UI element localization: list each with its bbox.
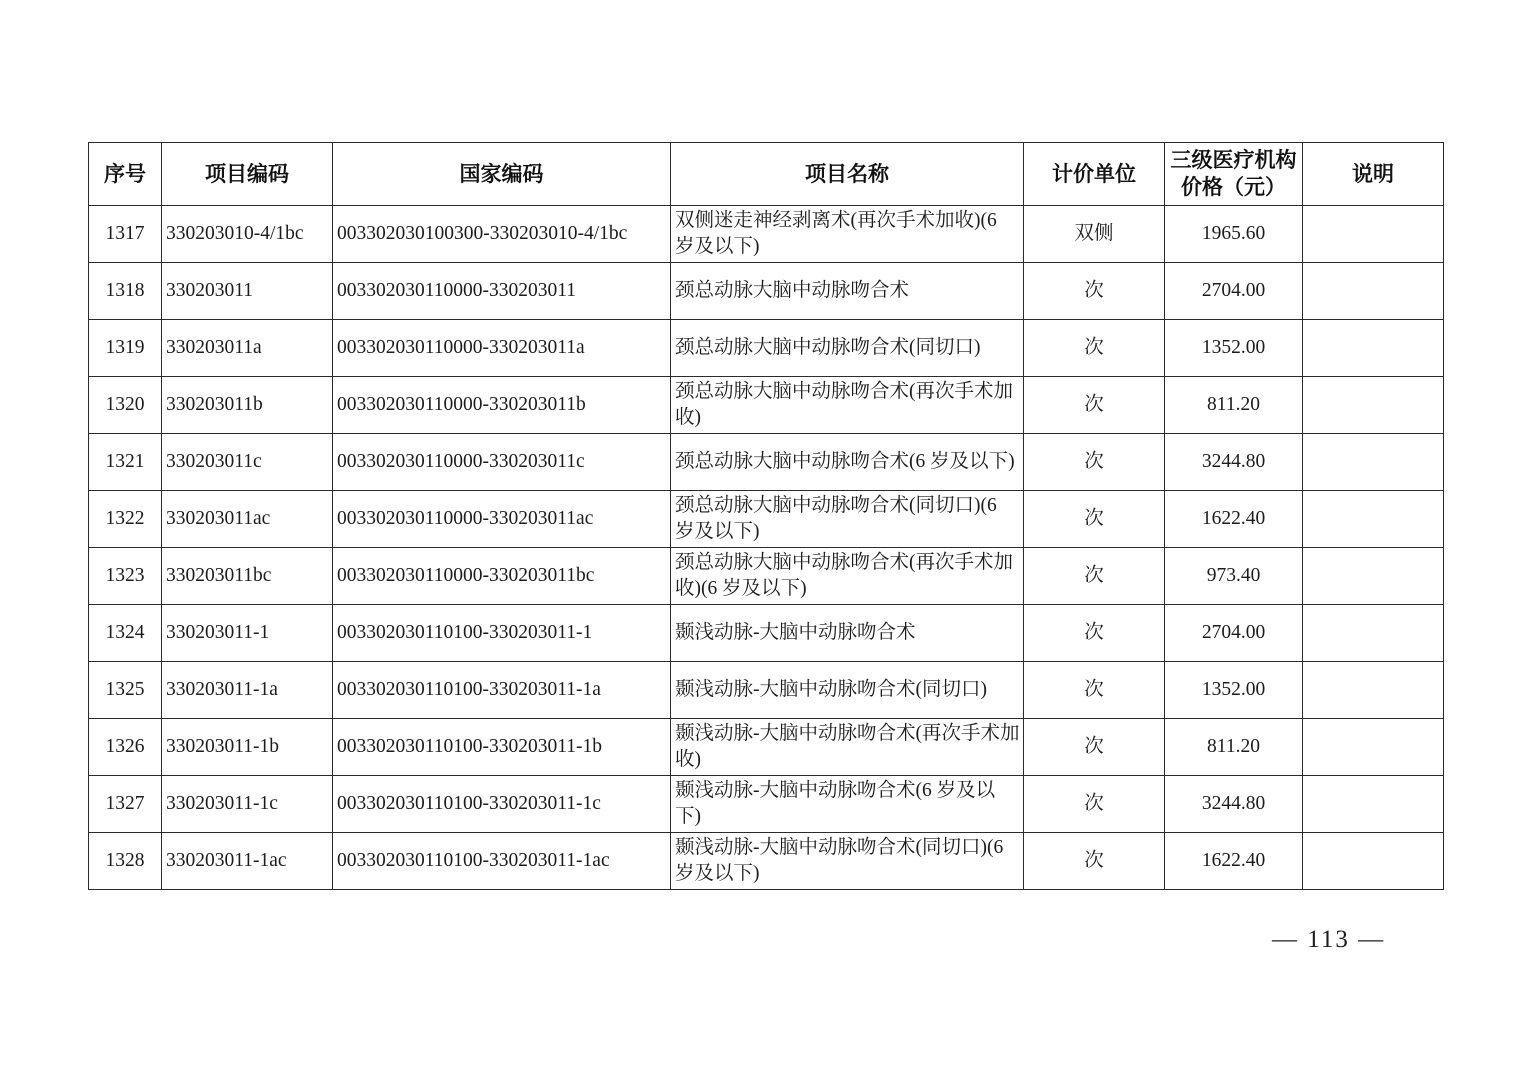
table-row [89,719,1444,776]
cell-item-name: 双侧迷走神经剥离术(再次手术加收)(6 岁及以下) [671,206,1024,263]
cell-price: 2704.00 [1165,605,1303,662]
cell-unit: 次 [1024,434,1165,491]
table-row [89,320,1444,377]
cell-item-name: 颈总动脉大脑中动脉吻合术(同切口) [671,320,1024,377]
table-row [89,263,1444,320]
cell-item-code: 330203011-1 [162,605,333,662]
cell-note [1303,434,1444,491]
cell-item-name: 颈总动脉大脑中动脉吻合术(再次手术加收) [671,377,1024,434]
cell-note [1303,491,1444,548]
table-row [89,548,1444,605]
cell-seq: 1317 [89,206,162,263]
table-body [89,206,1444,890]
cell-note [1303,833,1444,890]
cell-unit: 次 [1024,833,1165,890]
table-header [89,143,1444,206]
cell-seq: 1323 [89,548,162,605]
cell-item-name: 颞浅动脉-大脑中动脉吻合术(再次手术加收) [671,719,1024,776]
table-row [89,833,1444,890]
header-note: 说明 [1303,143,1444,206]
cell-unit: 次 [1024,776,1165,833]
cell-price: 3244.80 [1165,434,1303,491]
cell-item-code: 330203011a [162,320,333,377]
cell-national-code: 003302030110100-330203011-1b [333,719,671,776]
cell-price: 811.20 [1165,719,1303,776]
cell-national-code: 003302030110000-330203011 [333,263,671,320]
cell-item-code: 330203011 [162,263,333,320]
cell-item-code: 330203011c [162,434,333,491]
cell-national-code: 003302030100300-330203010-4/1bc [333,206,671,263]
table-row [89,662,1444,719]
cell-note [1303,776,1444,833]
cell-unit: 次 [1024,605,1165,662]
cell-item-code: 330203011b [162,377,333,434]
cell-item-code: 330203011-1a [162,662,333,719]
header-unit: 计价单位 [1024,143,1165,206]
cell-note [1303,377,1444,434]
table-row [89,377,1444,434]
cell-seq: 1327 [89,776,162,833]
cell-item-name: 颞浅动脉-大脑中动脉吻合术(6 岁及以下) [671,776,1024,833]
cell-item-code: 330203011-1ac [162,833,333,890]
cell-unit: 次 [1024,491,1165,548]
page-number: — 113 — [1272,926,1386,953]
cell-national-code: 003302030110100-330203011-1ac [333,833,671,890]
cell-seq: 1325 [89,662,162,719]
table-row [89,491,1444,548]
cell-price: 1622.40 [1165,491,1303,548]
header-seq: 序号 [89,143,162,206]
cell-unit: 次 [1024,263,1165,320]
cell-item-code: 330203011bc [162,548,333,605]
cell-seq: 1324 [89,605,162,662]
cell-item-name: 颞浅动脉-大脑中动脉吻合术(同切口)(6 岁及以下) [671,833,1024,890]
cell-unit: 次 [1024,548,1165,605]
cell-unit: 次 [1024,377,1165,434]
cell-national-code: 003302030110000-330203011ac [333,491,671,548]
cell-national-code: 003302030110000-330203011bc [333,548,671,605]
cell-item-code: 330203011ac [162,491,333,548]
cell-item-code: 330203011-1b [162,719,333,776]
cell-price: 1352.00 [1165,320,1303,377]
table-row [89,206,1444,263]
cell-national-code: 003302030110000-330203011a [333,320,671,377]
medical-price-table [88,142,1444,890]
cell-note [1303,662,1444,719]
cell-unit: 次 [1024,662,1165,719]
cell-item-code: 330203011-1c [162,776,333,833]
cell-item-name: 颈总动脉大脑中动脉吻合术(6 岁及以下) [671,434,1024,491]
cell-item-code: 330203010-4/1bc [162,206,333,263]
cell-note [1303,263,1444,320]
header-item-name: 项目名称 [671,143,1024,206]
cell-item-name: 颈总动脉大脑中动脉吻合术(同切口)(6 岁及以下) [671,491,1024,548]
cell-note [1303,206,1444,263]
cell-unit: 双侧 [1024,206,1165,263]
cell-national-code: 003302030110000-330203011c [333,434,671,491]
cell-item-name: 颞浅动脉-大脑中动脉吻合术(同切口) [671,662,1024,719]
cell-note [1303,605,1444,662]
cell-national-code: 003302030110000-330203011b [333,377,671,434]
cell-seq: 1318 [89,263,162,320]
table-row [89,434,1444,491]
cell-national-code: 003302030110100-330203011-1c [333,776,671,833]
cell-seq: 1321 [89,434,162,491]
cell-item-name: 颞浅动脉-大脑中动脉吻合术 [671,605,1024,662]
cell-item-name: 颈总动脉大脑中动脉吻合术(再次手术加收)(6 岁及以下) [671,548,1024,605]
cell-national-code: 003302030110100-330203011-1 [333,605,671,662]
cell-price: 973.40 [1165,548,1303,605]
cell-unit: 次 [1024,719,1165,776]
cell-seq: 1326 [89,719,162,776]
cell-price: 811.20 [1165,377,1303,434]
cell-price: 1352.00 [1165,662,1303,719]
table-row [89,605,1444,662]
table-header-row [89,143,1444,206]
header-national-code: 国家编码 [333,143,671,206]
cell-item-name: 颈总动脉大脑中动脉吻合术 [671,263,1024,320]
cell-price: 1622.40 [1165,833,1303,890]
cell-national-code: 003302030110100-330203011-1a [333,662,671,719]
cell-seq: 1328 [89,833,162,890]
header-item-code: 项目编码 [162,143,333,206]
table-row [89,776,1444,833]
cell-price: 1965.60 [1165,206,1303,263]
cell-seq: 1320 [89,377,162,434]
cell-note [1303,320,1444,377]
cell-note [1303,548,1444,605]
cell-seq: 1319 [89,320,162,377]
cell-unit: 次 [1024,320,1165,377]
header-price: 三级医疗机构价格（元） [1165,143,1303,206]
cell-price: 3244.80 [1165,776,1303,833]
cell-seq: 1322 [89,491,162,548]
cell-note [1303,719,1444,776]
cell-price: 2704.00 [1165,263,1303,320]
